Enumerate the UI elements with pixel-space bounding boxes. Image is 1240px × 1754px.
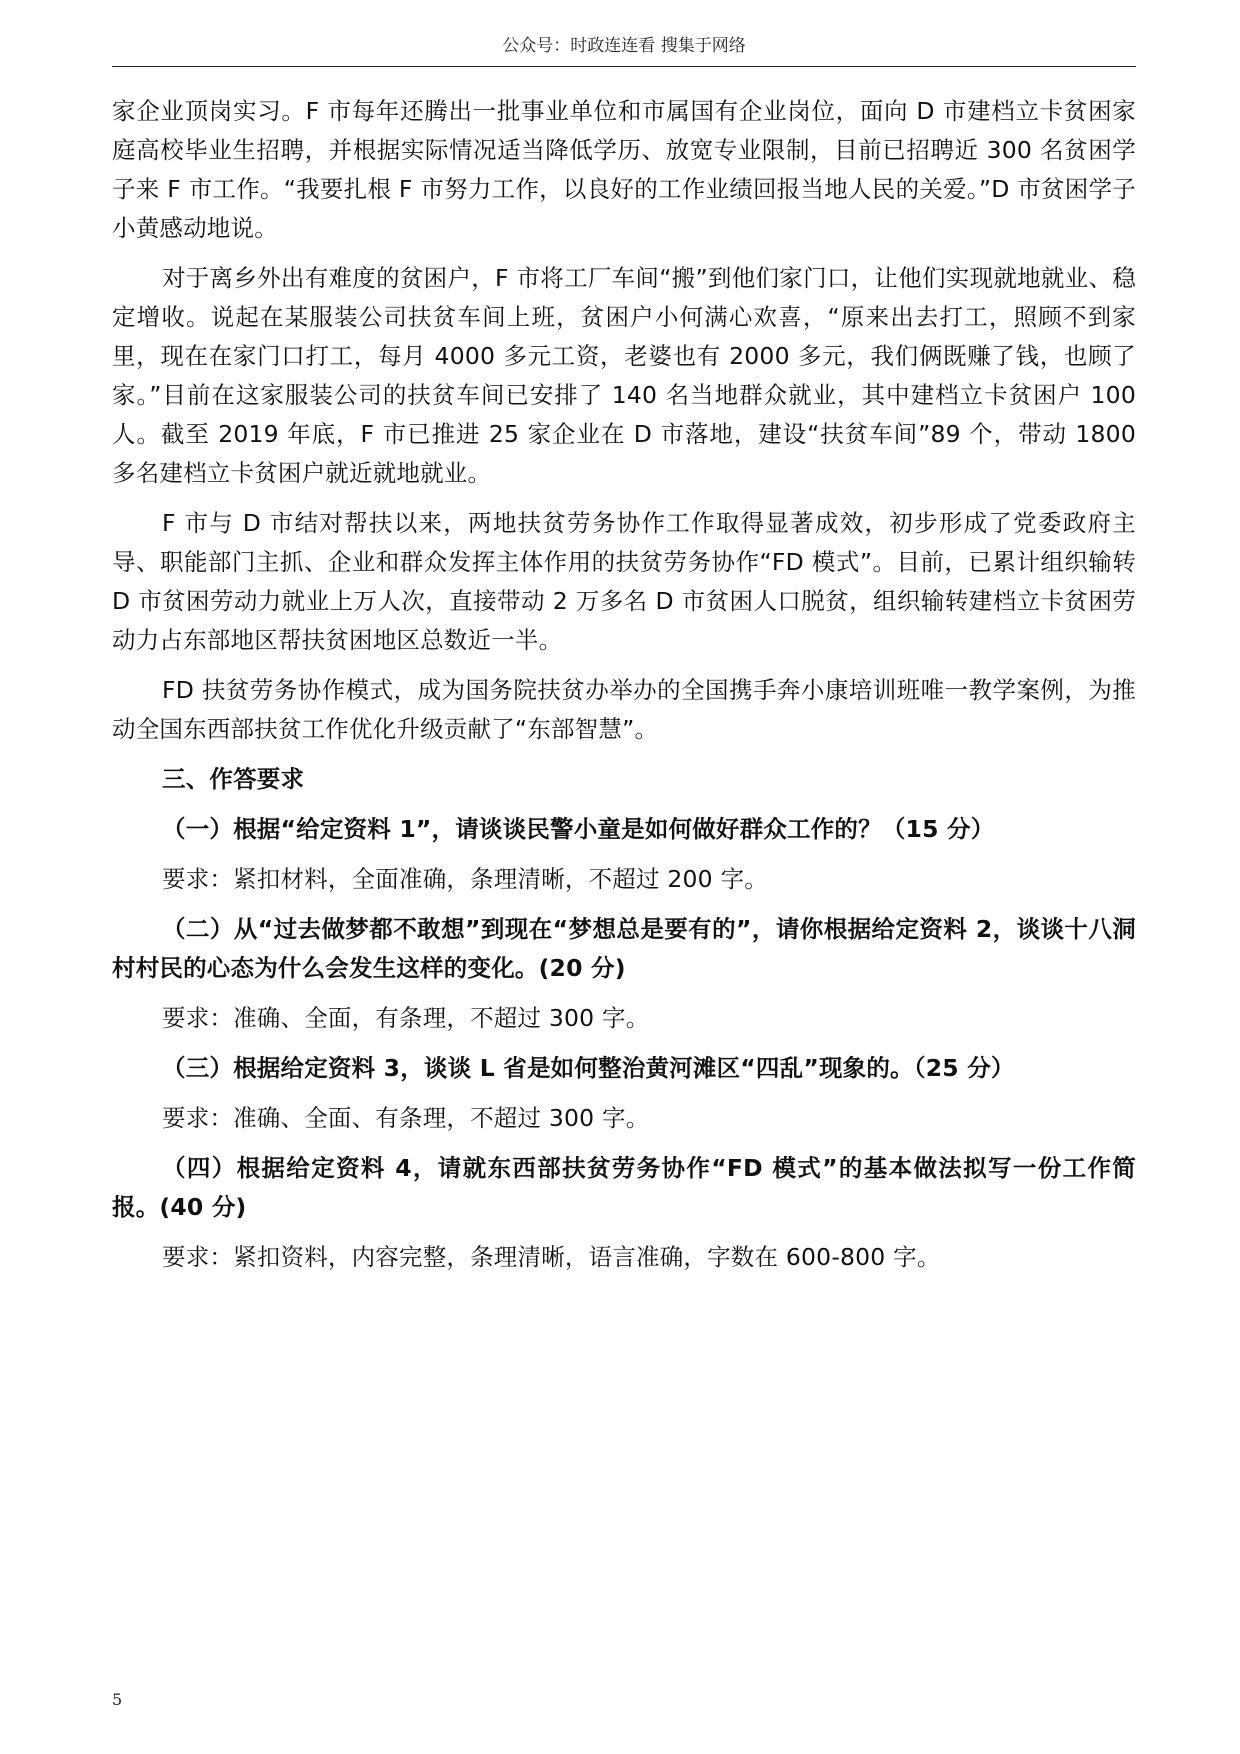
requirement-2: 要求：准确、全面，有条理，不超过 300 字。 [162, 1004, 650, 1032]
question-2: （二）从“过去做梦都不敢想”到现在“梦想总是要有的”，请你根据给定资料 2，谈谈十八洞村村民的心态为什么会发生这样的变化。(20 分) [112, 915, 1136, 982]
section-heading: 三、作答要求 [162, 765, 305, 793]
requirement-3: 要求：准确、全面、有条理，不超过 300 字。 [162, 1104, 650, 1132]
page-number: 5 [112, 1690, 123, 1709]
body-paragraph: F 市与 D 市结对帮扶以来，两地扶贫劳务协作工作取得显著成效，初步形成了党委政府主导、职能部门主抓、企业和群众发挥主体作用的扶贫劳务协作“FD 模式”。目前，已累计组织输转 D 市贫困劳动力就业上万人次，直接带动 2 万多名 D 市贫困人口脱贫，组织输转建档立卡贫困劳动力占东部地区帮扶贫困地区总数近一半。 [112, 509, 1136, 654]
question-4: （四）根据给定资料 4，请就东西部扶贫劳务协作“FD 模式”的基本做法拟写一份工作简报。(40 分) [112, 1154, 1136, 1221]
question-1: （一）根据“给定资料 1”，请谈谈民警小童是如何做好群众工作的？（15 分） [162, 815, 995, 843]
body-paragraph: FD 扶贫劳务协作模式，成为国务院扶贫办举办的全国携手奔小康培训班唯一教学案例，为推动全国东西部扶贫工作优化升级贡献了“东部智慧”。 [112, 676, 1136, 743]
question-3: （三）根据给定资料 3，谈谈 L 省是如何整治黄河滩区“四乱”现象的。（25 分） [162, 1054, 1015, 1082]
requirement-1: 要求：紧扣材料，全面准确，条理清晰，不超过 200 字。 [162, 865, 768, 893]
document-body [112, 92, 1136, 1288]
page-header: 公众号：时政连连看 搜集于网络 [112, 28, 1136, 67]
requirement-4: 要求：紧扣资料，内容完整，条理清晰，语言准确，字数在 600-800 字。 [162, 1243, 941, 1271]
body-paragraph: 对于离乡外出有难度的贫困户，F 市将工厂车间“搬”到他们家门口，让他们实现就地就业、稳定增收。说起在某服装公司扶贫车间上班，贫困户小何满心欢喜，“原来出去打工，照顾不到家里，现在在家门口打工，每月 4000 多元工资，老婆也有 2000 多元，我们俩既赚了钱，也顾了家。”目前在这家服装公司的扶贫车间已安排了 140 名当地群众就业，其中建档立卡贫困户 100 人。截至 2019 年底，F 市已推进 25 家企业在 D 市落地，建设“扶贫车间”89 个，带动 1800 多名建档立卡贫困户就近就地就业。 [112, 264, 1136, 487]
body-paragraph: 家企业顶岗实习。F 市每年还腾出一批事业单位和市属国有企业岗位，面向 D 市建档立卡贫困家庭高校毕业生招聘，并根据实际情况适当降低学历、放宽专业限制，目前已招聘近 300 名贫困学子来 F 市工作。“我要扎根 F 市努力工作，以良好的工作业绩回报当地人民的关爱。”D 市贫困学子小黄感动地说。 [112, 97, 1136, 242]
